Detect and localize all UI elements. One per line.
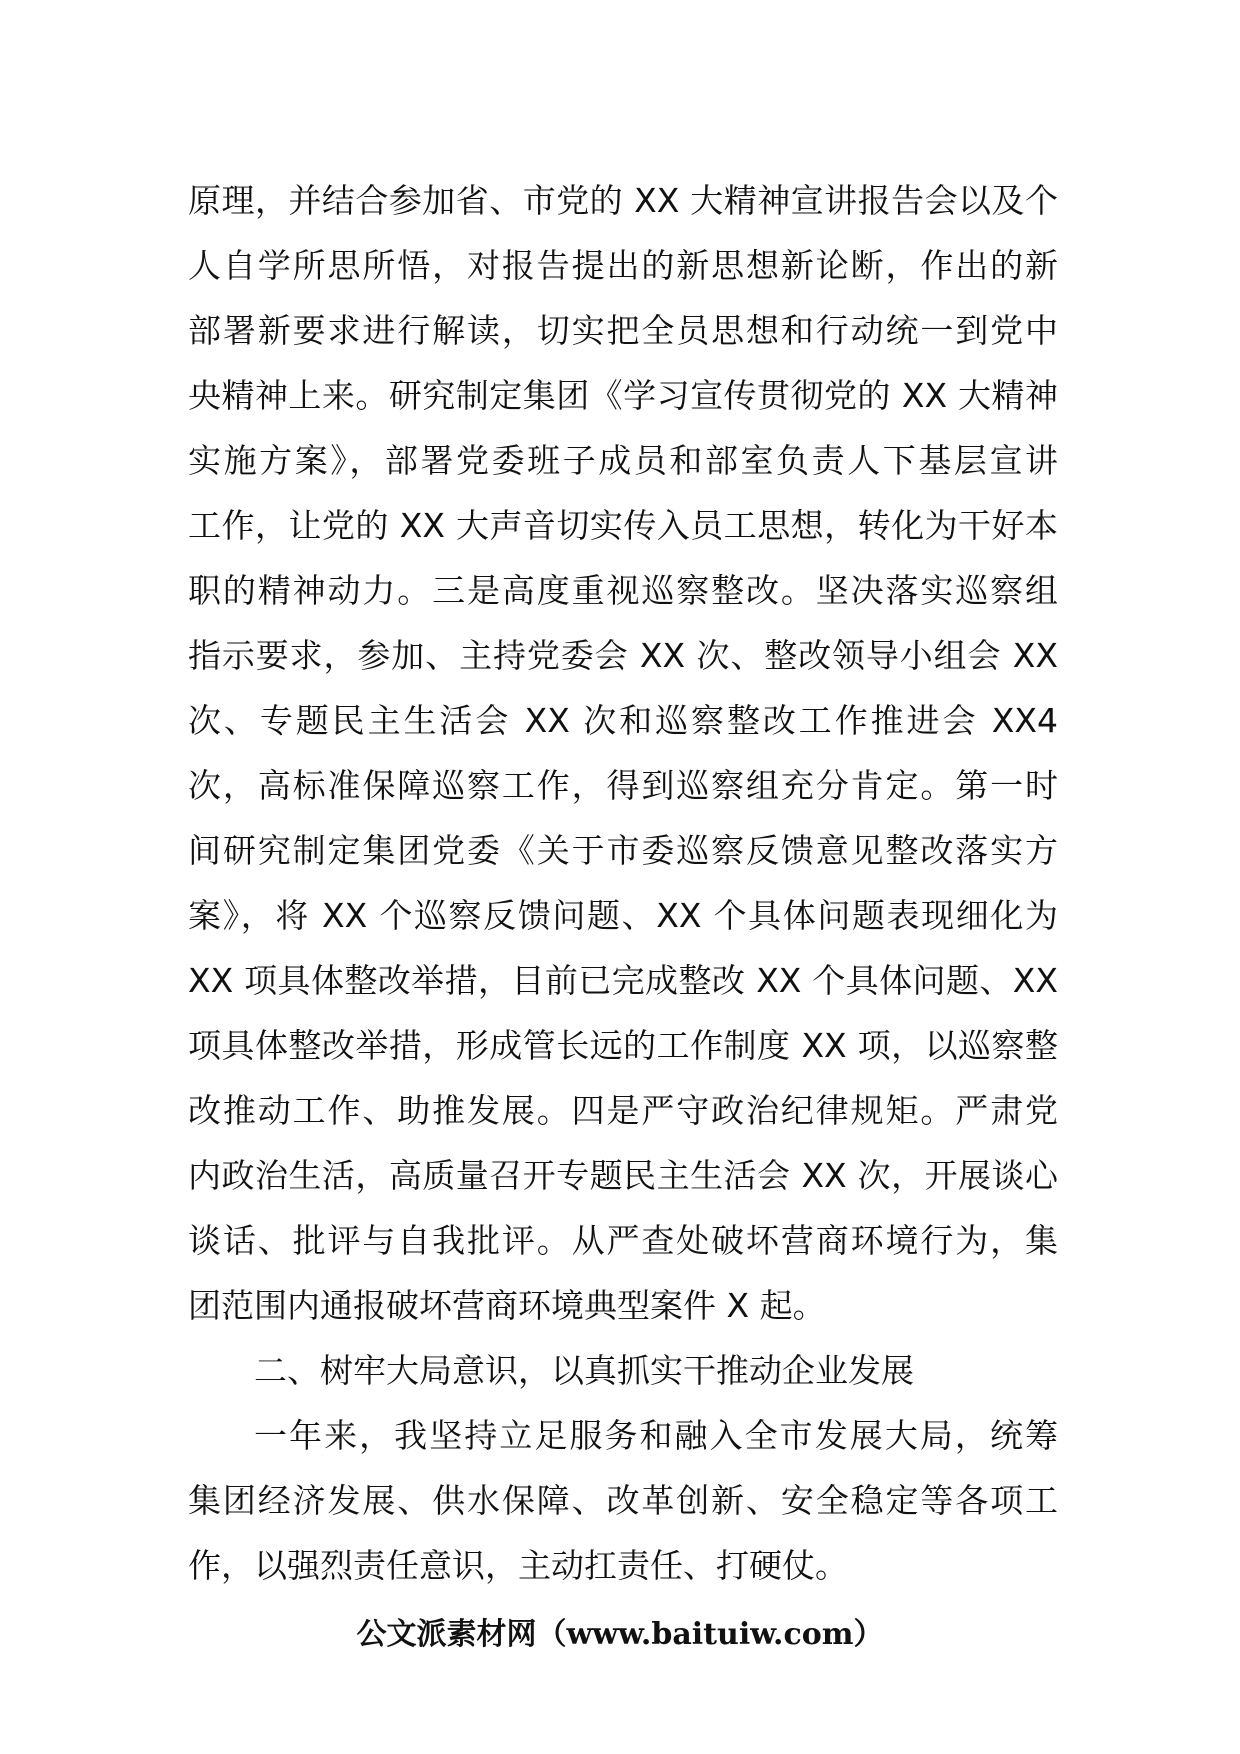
paragraph-line: 内政治生活，高质量召开专题民主生活会 XX 次，开展谈心 (188, 1156, 1058, 1195)
paragraph-line: 部署新要求进行解读，切实把全员思想和行动统一到党中 (188, 311, 1058, 350)
paragraph-line: 人自学所思所悟，对报告提出的新思想新论断，作出的新 (188, 246, 1058, 285)
section-heading: 二、树牢大局意识，以真抓实干推动企业发展 (254, 1351, 914, 1390)
paragraph-line: 间研究制定集团党委《关于市委巡察反馈意见整改落实方 (188, 831, 1058, 870)
paragraph-line: 案》，将 XX 个巡察反馈问题、XX 个具体问题表现细化为 (188, 896, 1058, 935)
paragraph-line: 职的精神动力。三是高度重视巡察整改。坚决落实巡察组 (188, 571, 1058, 610)
paragraph-line: 次、专题民主生活会 XX 次和巡察整改工作推进会 XX4 (188, 701, 1058, 740)
paragraph-line: 原理，并结合参加省、市党的 XX 大精神宣讲报告会以及个 (188, 181, 1058, 220)
paragraph-line: 指示要求，参加、主持党委会 XX 次、整改领导小组会 XX (188, 636, 1058, 675)
paragraph-line: 央精神上来。研究制定集团《学习宣传贯彻党的 XX 大精神 (188, 376, 1058, 415)
paragraph-line: 一年来，我坚持立足服务和融入全市发展大局，统筹 (254, 1416, 1058, 1455)
paragraph-line: 次，高标准保障巡察工作，得到巡察组充分肯定。第一时 (188, 766, 1058, 805)
document-body (188, 168, 1058, 1598)
paragraph-line: 工作，让党的 XX 大声音切实传入员工思想，转化为干好本 (188, 506, 1058, 545)
paragraph-line: 团范围内通报破坏营商环境典型案件 X 起。 (188, 1286, 826, 1325)
paragraph-line: 集团经济发展、供水保障、改革创新、安全稳定等各项工 (188, 1481, 1058, 1520)
footer-watermark: 公文派素材网（www.baituiw.com） (356, 1617, 884, 1652)
paragraph-line: 项具体整改举措，形成管长远的工作制度 XX 项，以巡察整 (188, 1026, 1058, 1065)
paragraph-line: 谈话、批评与自我批评。从严查处破坏营商环境行为，集 (188, 1221, 1058, 1260)
paragraph-line: 实施方案》，部署党委班子成员和部室负责人下基层宣讲 (188, 441, 1058, 480)
paragraph-line: XX 项具体整改举措，目前已完成整改 XX 个具体问题、XX (188, 961, 1058, 1000)
paragraph-line: 作，以强烈责任意识，主动扛责任、打硬仗。 (188, 1546, 848, 1585)
paragraph-line: 改推动工作、助推发展。四是严守政治纪律规矩。严肃党 (188, 1091, 1058, 1130)
